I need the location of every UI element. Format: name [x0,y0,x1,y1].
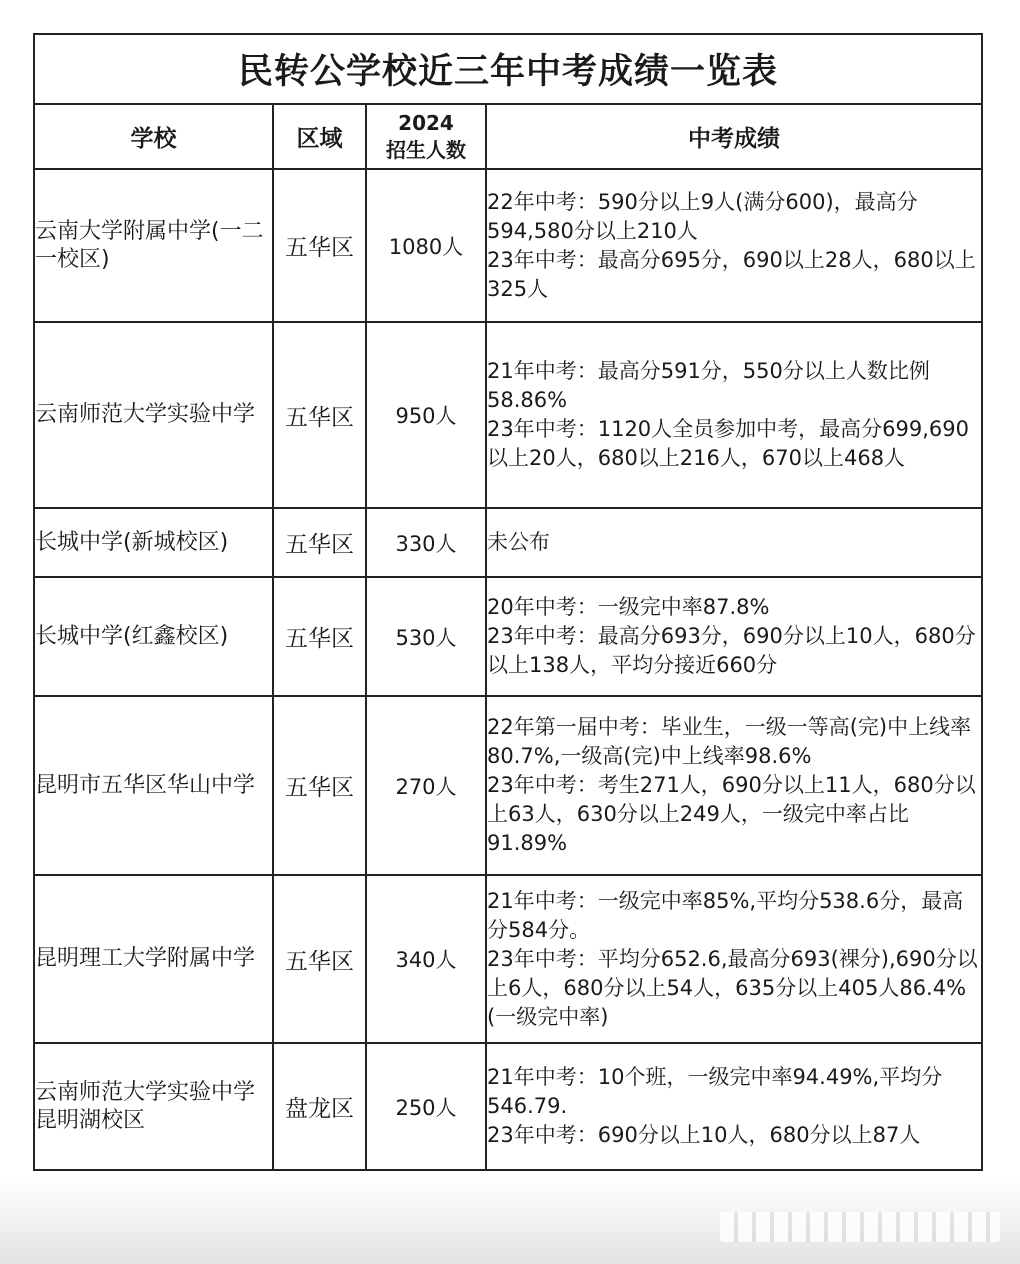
result-line: 未公布 [487,530,550,554]
district: 五华区 [273,875,366,1043]
district: 五华区 [273,696,366,875]
header-district: 区域 [273,104,366,169]
header-enrollment [366,104,486,169]
title-row [34,34,982,104]
table-row [34,696,982,875]
district: 五华区 [273,169,366,322]
result-line: 21年中考：一级完中率85%,平均分538.6分，最高分584分。 [487,888,964,942]
school-name: 云南师范大学实验中学昆明湖校区 [34,1043,273,1170]
school-name: 昆明理工大学附属中学 [34,875,273,1043]
result-line: 23年中考：平均分652.6,最高分693(裸分),690分以上6人，680分以上54人，635分以上405人86.4%(一级完中率) [487,946,978,1029]
result-line: 23年中考：考生271人，690分以上11人，680分以上63人，630分以上249人，一级完中率占比91.89% [487,773,976,855]
district: 五华区 [273,322,366,508]
school-name: 昆明市五华区华山中学 [34,696,273,875]
district: 五华区 [273,577,366,696]
enrollment: 250人 [366,1043,486,1170]
results-cell [486,508,982,577]
district: 盘龙区 [273,1043,366,1170]
score-table [33,33,983,1171]
table-row [34,508,982,577]
watermark-bar [720,1212,1000,1242]
school-name: 长城中学(红鑫校区) [34,577,273,696]
result-line: 20年中考：一级完中率87.8% [487,595,770,619]
results-cell [486,875,982,1043]
results-cell [486,577,982,696]
table-row [34,169,982,322]
school-name: 云南师范大学实验中学 [34,322,273,508]
results-cell [486,322,982,508]
enrollment: 530人 [366,577,486,696]
result-line: 21年中考：最高分591分，550分以上人数比例58.86% [487,359,930,412]
school-name: 长城中学(新城校区) [34,508,273,577]
header-results: 中考成绩 [486,104,982,169]
result-line: 23年中考：1120人全员参加中考，最高分699,690以上20人，680以上216人，670以上468人 [487,417,970,470]
enrollment: 950人 [366,322,486,508]
table-row [34,577,982,696]
header-enroll-label: 招生人数 [386,137,466,162]
enrollment: 340人 [366,875,486,1043]
table-row [34,322,982,508]
result-line: 22年中考：590分以上9人(满分600)，最高分594,580分以上210人 [487,189,918,243]
table-title: 民转公学校近三年中考成绩一览表 [34,34,982,104]
result-line: 21年中考：10个班，一级完中率94.49%,平均分546.79. [487,1065,943,1118]
results-cell [486,696,982,875]
enrollment: 1080人 [366,169,486,322]
header-row [34,104,982,169]
result-line: 23年中考：最高分693分，690分以上10人，680分以上138人，平均分接近660分 [487,624,976,677]
results-cell [486,1043,982,1170]
results-cell [486,169,982,322]
enrollment: 270人 [366,696,486,875]
enrollment: 330人 [366,508,486,577]
header-enroll-year: 2024 [398,110,454,135]
school-name: 云南大学附属中学(一二一校区) [34,169,273,322]
result-line: 22年第一届中考：毕业生，一级一等高(完)中上线率80.7%,一级高(完)中上线率98.6% [487,715,972,768]
table-row [34,875,982,1043]
district: 五华区 [273,508,366,577]
result-line: 23年中考：最高分695分，690以上28人，680以上325人 [487,247,976,301]
header-school: 学校 [34,104,273,169]
table-row [34,1043,982,1170]
result-line: 23年中考：690分以上10人，680分以上87人 [487,1123,921,1147]
